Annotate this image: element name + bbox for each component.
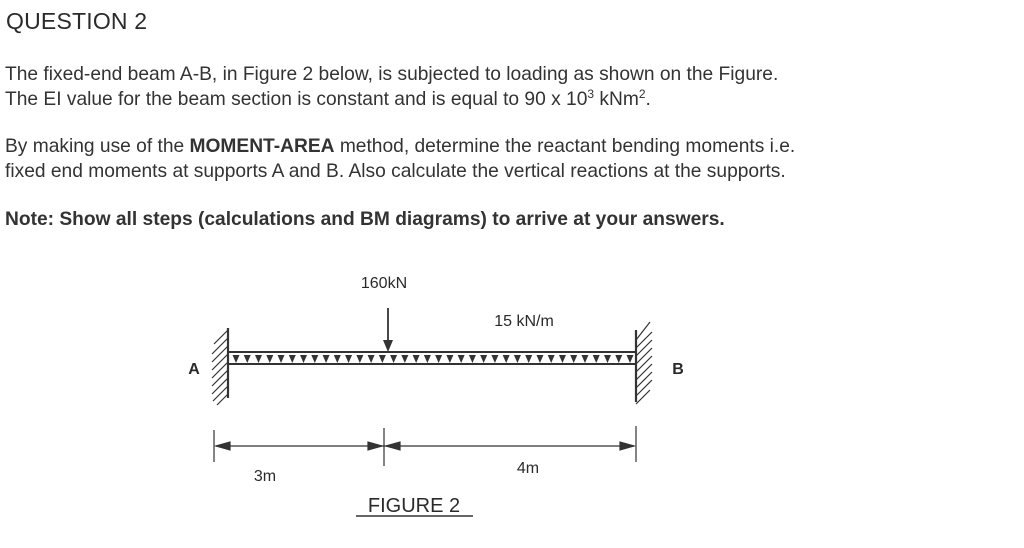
task-line-1: By making use of the MOMENT-AREA method, determine the reactant bending moments i.e.	[5, 136, 796, 157]
statement-line-2: The EI value for the beam section is constant and is equal to 90 x $10^3$ kNm$^2$.	[5, 87, 651, 110]
beam-figure	[0, 260, 1024, 543]
udl-arrow	[604, 355, 611, 363]
udl-arrow	[570, 355, 577, 363]
figure-caption: FIGURE 2	[367, 495, 461, 517]
udl-arrow	[503, 355, 510, 363]
udl-arrow	[424, 355, 431, 363]
udl-arrow	[266, 355, 273, 363]
fixed-support-a	[212, 328, 228, 405]
udl-arrow	[379, 355, 386, 363]
note-text: Note: Show all steps (calculations and BM diagrams) to arrive at your answers.	[5, 209, 725, 230]
udl-arrow	[233, 355, 240, 363]
udl-arrow	[615, 355, 622, 363]
task-statement	[5, 134, 795, 184]
fixed-support-b	[636, 322, 652, 404]
udl-arrow	[289, 355, 296, 363]
dimension-right-label: 4m	[516, 460, 540, 477]
udl-arrow	[491, 355, 498, 363]
udl-arrow	[390, 355, 397, 363]
udl-arrow	[480, 355, 487, 363]
point-load-arrow	[383, 308, 393, 352]
udl-arrow	[627, 355, 634, 363]
udl-arrow	[559, 355, 566, 363]
udl-arrow	[345, 355, 352, 363]
udl-arrow	[536, 355, 543, 363]
udl-arrow	[401, 355, 408, 363]
udl-arrow	[368, 355, 375, 363]
udl-arrow	[300, 355, 307, 363]
support-b-label: B	[672, 361, 684, 378]
problem-statement	[5, 62, 778, 112]
method-name: MOMENT-AREA	[189, 136, 335, 157]
question-title: QUESTION 2	[6, 8, 148, 34]
udl-arrow	[446, 355, 453, 363]
udl-arrow	[311, 355, 318, 363]
task-line-2: fixed end moments at supports A and B. Also calculate the vertical reactions at the supports.	[5, 161, 786, 182]
udl-arrow	[581, 355, 588, 363]
udl-arrow	[334, 355, 341, 363]
udl-arrow	[278, 355, 285, 363]
udl-arrow	[356, 355, 363, 363]
udl-arrow	[435, 355, 442, 363]
point-load-label: 160kN	[360, 275, 408, 292]
udl-arrow	[458, 355, 465, 363]
dimension-left-label: 3m	[253, 468, 277, 485]
dimension-line	[214, 426, 636, 466]
udl-load	[233, 355, 634, 363]
udl-arrow	[548, 355, 555, 363]
udl-arrow	[413, 355, 420, 363]
udl-arrow	[525, 355, 532, 363]
udl-arrow	[255, 355, 262, 363]
udl-arrow	[469, 355, 476, 363]
udl-arrow	[323, 355, 330, 363]
statement-line-1: The fixed-end beam A-B, in Figure 2 below, is subjected to loading as shown on the Figure.	[5, 64, 779, 85]
support-a-label: A	[188, 361, 200, 378]
udl-arrow	[244, 355, 251, 363]
udl-label: 15 kN/m	[494, 313, 554, 330]
udl-arrow	[514, 355, 521, 363]
udl-arrow	[593, 355, 600, 363]
